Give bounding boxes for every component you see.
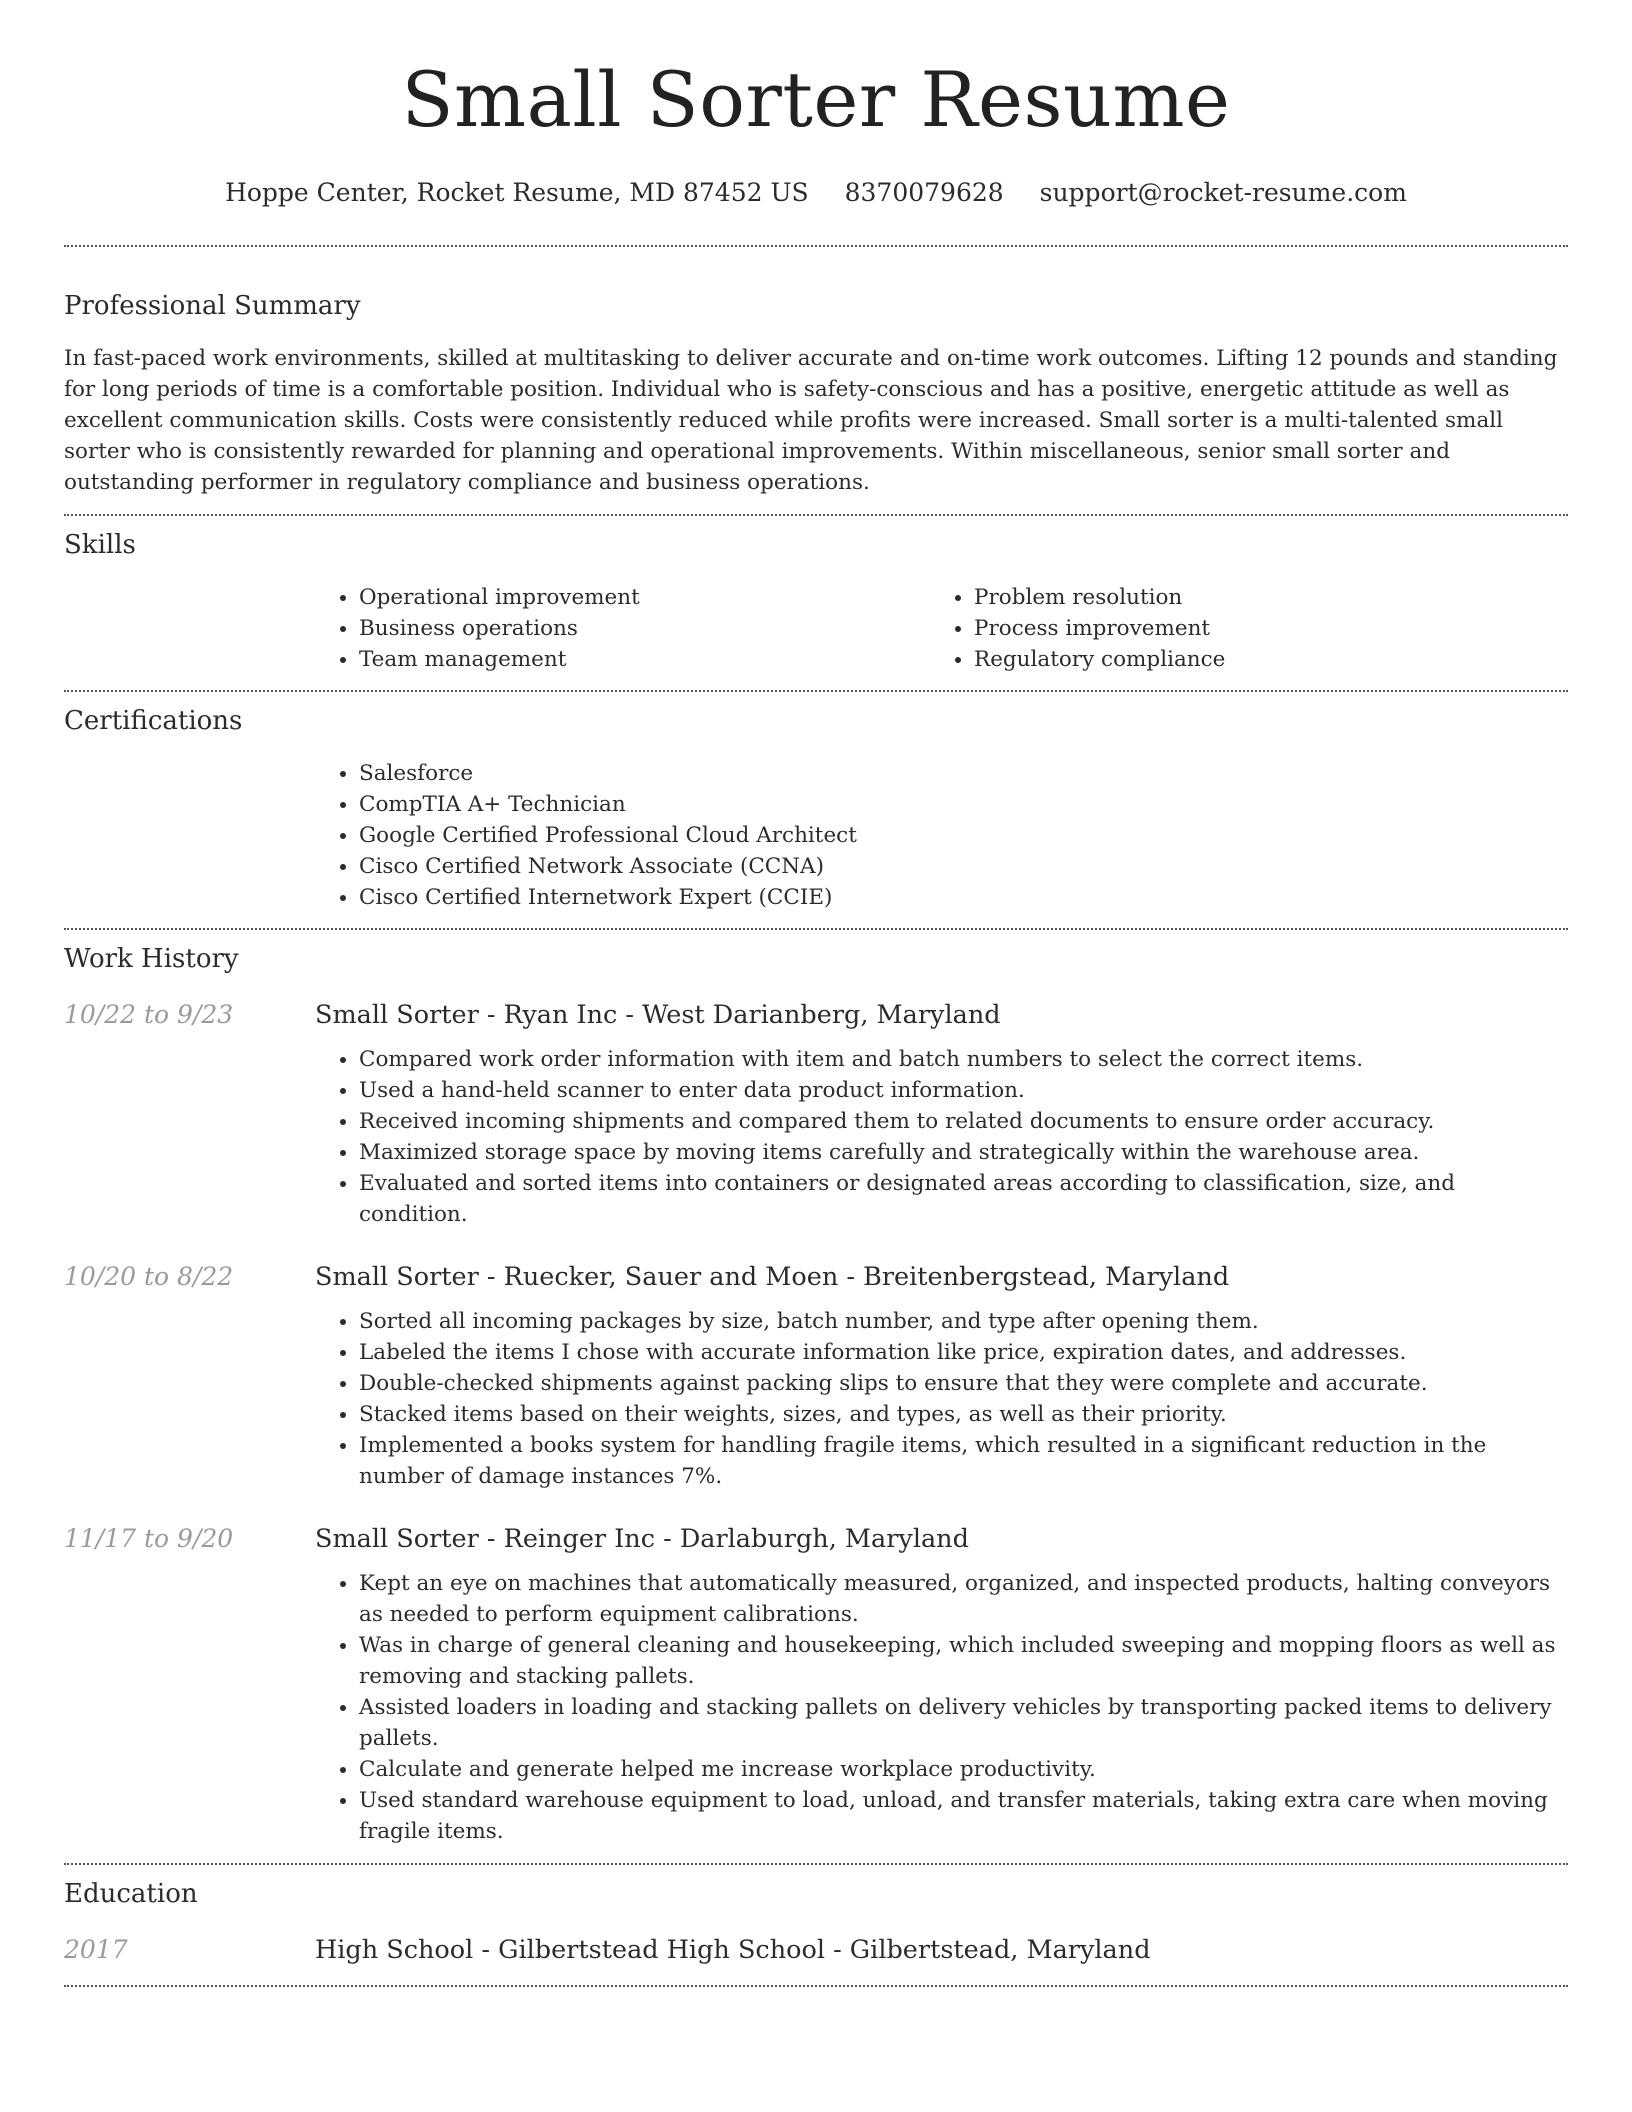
summary-heading: Professional Summary bbox=[64, 291, 361, 321]
divider bbox=[64, 1863, 1568, 1865]
job-header bbox=[64, 1522, 1568, 1556]
skills-grid bbox=[315, 582, 1568, 675]
certification-item: • Salesforce bbox=[359, 758, 1568, 789]
divider bbox=[64, 245, 1568, 247]
job-bullets bbox=[315, 1568, 1568, 1847]
job-dates: 10/20 to 8/22 bbox=[64, 1262, 234, 1291]
job-bullet: • Used a hand-held scanner to enter data product information. bbox=[359, 1075, 1568, 1106]
job-header bbox=[64, 1260, 1568, 1294]
job-bullet: • Kept an eye on machines that automatically measured, organized, and inspected products, halting conveyors as needed to perform equipment calibrations. bbox=[359, 1568, 1568, 1630]
job-entry bbox=[64, 1260, 1568, 1492]
summary-section bbox=[64, 289, 1568, 498]
job-bullet: • Double-checked shipments against packing slips to ensure that they were complete and accurate. bbox=[359, 1368, 1568, 1399]
certification-item: • Google Certified Professional Cloud Architect bbox=[359, 820, 1568, 851]
skill-item: • Team management bbox=[359, 644, 930, 675]
job-dates: 10/22 to 9/23 bbox=[64, 1000, 234, 1029]
job-bullet: • Was in charge of general cleaning and housekeeping, which included sweeping and mopping floors as well as removing and stacking pallets. bbox=[359, 1630, 1568, 1692]
skill-item: • Regulatory compliance bbox=[974, 644, 1545, 675]
contact-phone: 8370079628 bbox=[844, 178, 1004, 207]
summary-text: In fast-paced work environments, skilled at multitasking to deliver accurate and on-time work outcomes. Lifting 12 pounds and standing for long periods of time is a comfortable position. Individual who is safety-conscious and has a positive, energetic attitude as well as excellent communication skills. Costs were consistently reduced while profits were increased. Small sorter is a multi-talented small sorter who is consistently rewarded for planning and operational improvements. Within miscellaneous, senior small sorter and outstanding performer in regulatory compliance and business operations. bbox=[64, 346, 1558, 495]
education-heading: Education bbox=[64, 1879, 198, 1909]
resume-title: Small Sorter Resume bbox=[401, 55, 1231, 144]
job-entry bbox=[64, 1522, 1568, 1847]
skills-list-right bbox=[930, 582, 1545, 675]
skill-item: • Business operations bbox=[359, 613, 930, 644]
contact-address: Hoppe Center, Rocket Resume, MD 87452 US bbox=[225, 178, 809, 207]
job-bullet: • Implemented a books system for handling fragile items, which resulted in a significant reduction in the number of damage instances 7%. bbox=[359, 1430, 1568, 1492]
job-bullet: • Assisted loaders in loading and stacking pallets on delivery vehicles by transporting packed items to delivery pallets. bbox=[359, 1692, 1568, 1754]
job-bullet: • Maximized storage space by moving items carefully and strategically within the warehouse area. bbox=[359, 1137, 1568, 1168]
work-history-section bbox=[64, 942, 1568, 1847]
contact-line bbox=[64, 176, 1568, 210]
job-bullets bbox=[315, 1306, 1568, 1492]
job-dates: 11/17 to 9/20 bbox=[64, 1524, 234, 1553]
divider bbox=[64, 514, 1568, 516]
skills-heading: Skills bbox=[64, 530, 136, 560]
job-title: Small Sorter - Ruecker, Sauer and Moen - Breitenbergstead, Maryland bbox=[315, 1262, 1230, 1292]
divider bbox=[64, 690, 1568, 692]
education-year: 2017 bbox=[64, 1935, 128, 1964]
certification-item: • Cisco Certified Internetwork Expert (CCIE) bbox=[359, 882, 1568, 913]
skill-item: • Process improvement bbox=[974, 613, 1545, 644]
certification-item: • Cisco Certified Network Associate (CCNA) bbox=[359, 851, 1568, 882]
job-bullet: • Used standard warehouse equipment to load, unload, and transfer materials, taking extra care when moving fragile items. bbox=[359, 1785, 1568, 1847]
job-bullet: • Compared work order information with item and batch numbers to select the correct items. bbox=[359, 1044, 1568, 1075]
certifications-list bbox=[315, 758, 1568, 913]
certification-item: • CompTIA A+ Technician bbox=[359, 789, 1568, 820]
job-bullet: • Stacked items based on their weights, sizes, and types, as well as their priority. bbox=[359, 1399, 1568, 1430]
job-bullets bbox=[315, 1044, 1568, 1230]
divider bbox=[64, 1985, 1568, 1987]
certifications-section bbox=[64, 704, 1568, 913]
divider bbox=[64, 928, 1568, 930]
job-title: Small Sorter - Ryan Inc - West Darianberg, Maryland bbox=[315, 1000, 1001, 1030]
job-title: Small Sorter - Reinger Inc - Darlaburgh, Maryland bbox=[315, 1524, 969, 1554]
skills-list-left bbox=[315, 582, 930, 675]
skill-item: • Problem resolution bbox=[974, 582, 1545, 613]
work-history-heading: Work History bbox=[64, 944, 239, 974]
job-bullet: • Sorted all incoming packages by size, batch number, and type after opening them. bbox=[359, 1306, 1568, 1337]
skills-section bbox=[64, 528, 1568, 675]
job-entry bbox=[64, 998, 1568, 1230]
job-header bbox=[64, 998, 1568, 1032]
education-entry bbox=[64, 1933, 1568, 1967]
job-bullet: • Evaluated and sorted items into containers or designated areas according to classification, size, and condition. bbox=[359, 1168, 1568, 1230]
job-bullet: • Received incoming shipments and compared them to related documents to ensure order accuracy. bbox=[359, 1106, 1568, 1137]
education-section bbox=[64, 1877, 1568, 1967]
certifications-heading: Certifications bbox=[64, 706, 243, 736]
job-bullet: • Labeled the items I chose with accurate information like price, expiration dates, and addresses. bbox=[359, 1337, 1568, 1368]
contact-email: support@rocket-resume.com bbox=[1039, 178, 1407, 207]
education-detail: High School - Gilbertstead High School - Gilbertstead, Maryland bbox=[315, 1935, 1151, 1965]
skill-item: • Operational improvement bbox=[359, 582, 930, 613]
job-bullet: • Calculate and generate helped me increase workplace productivity. bbox=[359, 1754, 1568, 1785]
